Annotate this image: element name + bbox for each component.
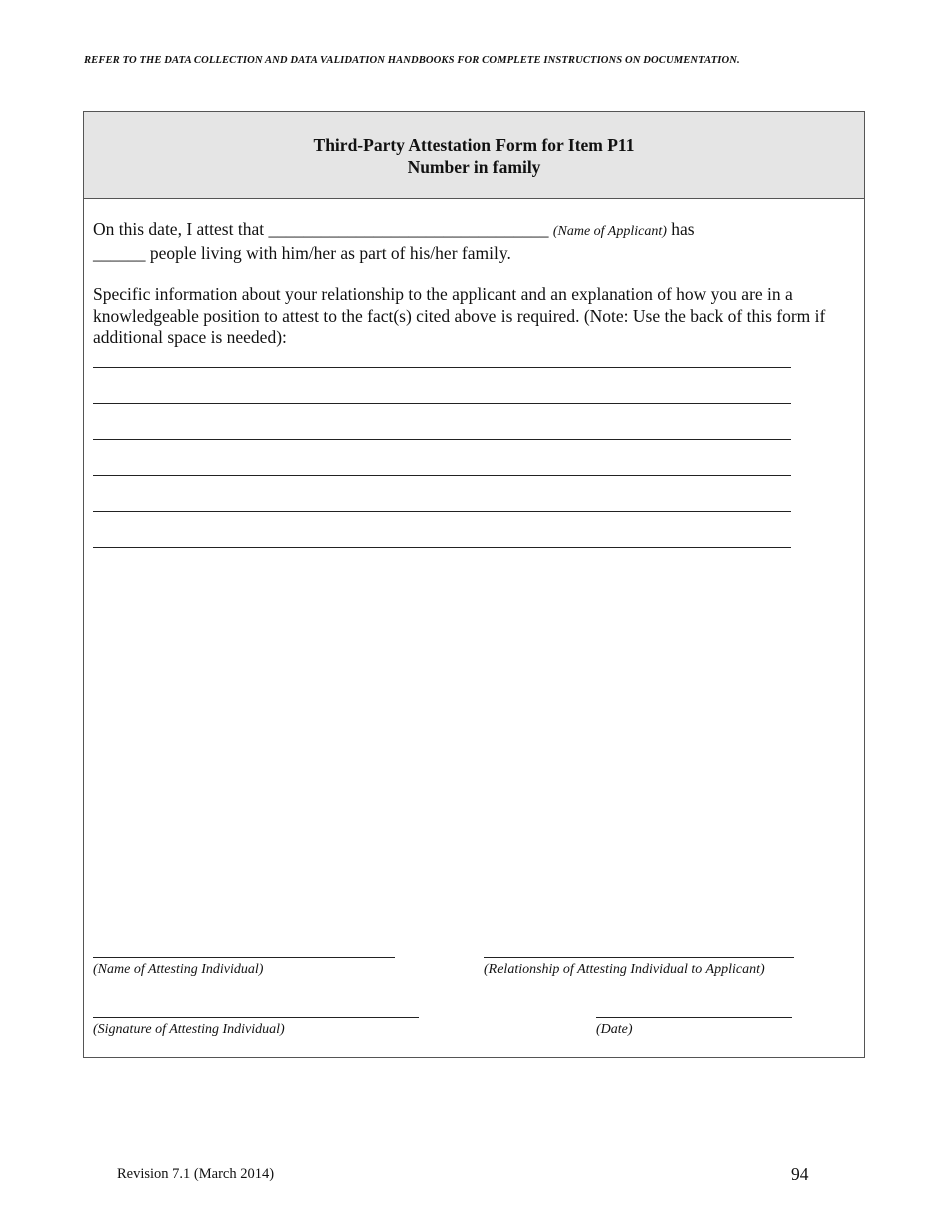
attest-intro: On this date, I attest that	[93, 219, 269, 239]
form-subtitle: Number in family	[407, 157, 541, 177]
form-title: Third-Party Attestation Form for Item P11	[313, 135, 635, 155]
explanation-line[interactable]	[93, 511, 791, 512]
relationship-line[interactable]	[484, 957, 794, 958]
handbook-reference-note: REFER TO THE DATA COLLECTION AND DATA VALIDATION HANDBOOKS FOR COMPLETE INSTRUCTIONS ON DOCUMENTATION.	[84, 55, 740, 66]
signature-label: (Signature of Attesting Individual)	[93, 1022, 285, 1037]
revision-footer: Revision 7.1 (March 2014)	[117, 1166, 275, 1182]
signature-line[interactable]	[93, 1017, 419, 1018]
explanation-line[interactable]	[93, 547, 791, 548]
family-count-field[interactable]: ______	[93, 242, 146, 263]
explanation-lines[interactable]	[93, 367, 791, 583]
attesting-name-line[interactable]	[93, 957, 395, 958]
attestation-statement	[93, 219, 853, 264]
living-text: people living with him/her as part of his/her family.	[145, 242, 511, 263]
instructions-paragraph: Specific information about your relationship to the applicant and an explanation of how you are in a knowledgeable position to attest to the fact(s) cited above is required. (Note: Use the back of this form if additional space is needed):	[93, 284, 826, 347]
attestation-form	[83, 111, 865, 1058]
explanation-line[interactable]	[93, 367, 791, 368]
explanation-line[interactable]	[93, 475, 791, 476]
applicant-name-field[interactable]: ________________________________	[268, 219, 549, 239]
relationship-label: (Relationship of Attesting Individual to Applicant)	[484, 962, 765, 977]
form-header	[84, 112, 864, 199]
explanation-line[interactable]	[93, 439, 791, 440]
date-label: (Date)	[596, 1022, 633, 1037]
attesting-name-label: (Name of Attesting Individual)	[93, 962, 264, 977]
date-line[interactable]	[596, 1017, 792, 1018]
applicant-name-hint: (Name of Applicant)	[552, 224, 667, 239]
page-number: 94	[791, 1164, 809, 1184]
explanation-line[interactable]	[93, 403, 791, 404]
has-word: has	[666, 219, 695, 239]
